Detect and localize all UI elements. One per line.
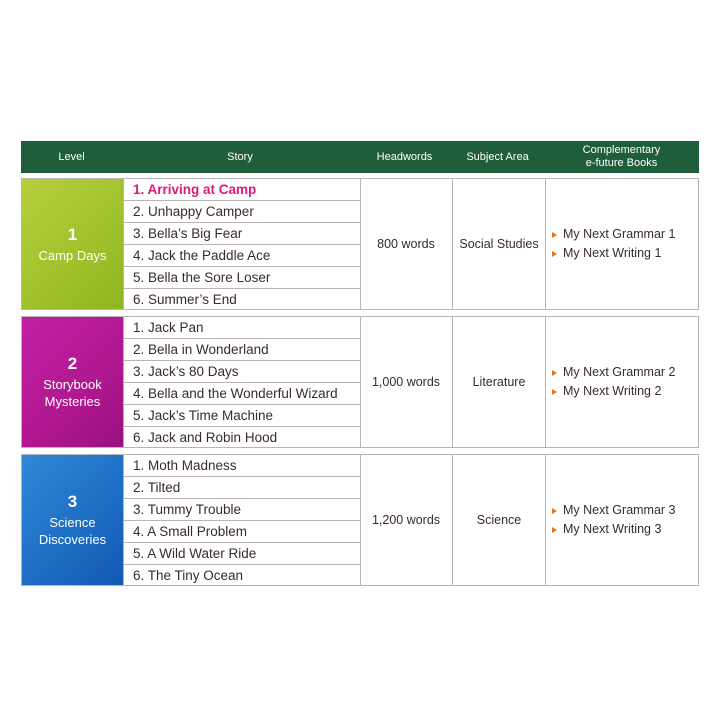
book-item — [552, 225, 676, 244]
header-complementary-line-2: e-future Books — [585, 157, 658, 169]
story-item: 2. Bella in Wonderland — [124, 339, 360, 361]
triangle-bullet-icon — [552, 508, 557, 514]
book-title: My Next Writing 1 — [563, 246, 662, 260]
story-item: 2. Unhappy Camper — [124, 201, 360, 223]
story-item: 5. A Wild Water Ride — [124, 543, 360, 565]
story-item: 3. Bella’s Big Fear — [124, 223, 360, 245]
book-item — [552, 363, 676, 382]
subject-area-cell: Science — [453, 455, 546, 585]
story-item: 5. Bella the Sore Loser — [124, 267, 360, 289]
headwords-cell: 800 words — [360, 179, 453, 309]
story-list — [123, 317, 361, 447]
book-title: My Next Grammar 3 — [563, 503, 676, 517]
level-badge-3 — [22, 455, 123, 585]
book-item — [552, 501, 676, 520]
book-item — [552, 520, 661, 539]
story-item: 3. Jack’s 80 Days — [124, 361, 360, 383]
book-item — [552, 382, 661, 401]
book-title: My Next Grammar 1 — [563, 227, 676, 241]
header-complementary-books — [544, 141, 699, 173]
story-item: 4. Bella and the Wonderful Wizard — [124, 383, 360, 405]
level-title-line-2: Mysteries — [44, 394, 101, 409]
header-subject-area: Subject Area — [466, 150, 529, 163]
triangle-bullet-icon — [552, 389, 557, 395]
level-title: Camp Days — [38, 247, 107, 263]
complementary-books-cell — [546, 455, 698, 585]
story-item: 6. Jack and Robin Hood — [133, 430, 278, 445]
triangle-bullet-icon — [552, 370, 557, 376]
triangle-bullet-icon — [552, 527, 557, 533]
story-item: 1. Arriving at Camp — [124, 179, 360, 201]
book-title: My Next Writing 3 — [563, 522, 662, 536]
complementary-books-cell — [546, 179, 698, 309]
level-block-3 — [21, 454, 699, 586]
subject-area-cell: Literature — [453, 317, 546, 447]
book-item — [552, 244, 661, 263]
level-badge-2 — [22, 317, 123, 447]
story-item: 1. Jack Pan — [124, 317, 360, 339]
story-item: 5. Jack’s Time Machine — [124, 405, 360, 427]
headwords-cell: 1,200 words — [360, 455, 453, 585]
header-complementary-line-1: Complementary — [582, 144, 661, 156]
level-title — [39, 514, 106, 548]
level-title — [43, 376, 102, 410]
story-item: 2. Tilted — [124, 477, 360, 499]
story-item: 4. Jack the Paddle Ace — [124, 245, 360, 267]
level-block-2 — [21, 316, 699, 448]
story-item: 1. Moth Madness — [124, 455, 360, 477]
subject-area-cell: Social Studies — [453, 179, 546, 309]
book-title: My Next Writing 2 — [563, 384, 662, 398]
level-block-1 — [21, 178, 699, 310]
level-number: 3 — [67, 492, 78, 511]
header-level: Level — [58, 150, 85, 163]
triangle-bullet-icon — [552, 251, 557, 257]
complementary-books-cell — [546, 317, 698, 447]
story-item: 6. Summer’s End — [133, 292, 237, 307]
story-item: 4. A Small Problem — [124, 521, 360, 543]
level-number: 1 — [67, 224, 78, 244]
table-header — [21, 141, 699, 173]
header-headwords: Headwords — [376, 150, 433, 163]
story-list — [123, 455, 361, 585]
headwords-cell: 1,000 words — [360, 317, 453, 447]
header-story: Story — [227, 150, 253, 163]
story-item: 6. The Tiny Ocean — [133, 568, 244, 583]
story-list — [123, 179, 361, 309]
level-title-line-1: Storybook — [43, 377, 102, 392]
level-title-line-2: Discoveries — [38, 532, 107, 547]
story-item: 3. Tummy Trouble — [124, 499, 360, 521]
triangle-bullet-icon — [552, 232, 557, 238]
level-title-line-1: Science — [49, 515, 96, 530]
level-badge-1 — [22, 179, 123, 309]
book-title: My Next Grammar 2 — [563, 365, 676, 379]
level-number: 2 — [67, 354, 78, 373]
